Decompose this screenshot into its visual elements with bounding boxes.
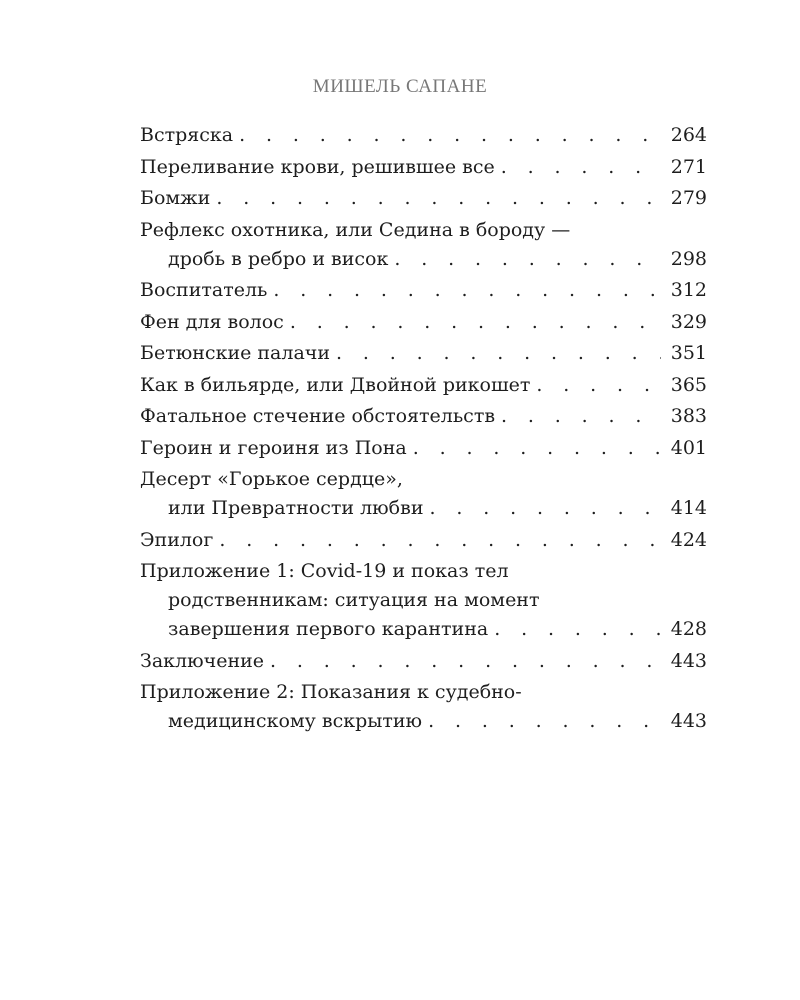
toc-entry-line bbox=[140, 434, 707, 463]
dot-leader bbox=[423, 494, 661, 523]
dot-leader bbox=[267, 276, 661, 305]
toc-entry-line bbox=[140, 153, 707, 182]
toc-entry-title: дробь в ребро и висок bbox=[168, 247, 389, 270]
toc-entry-title: Эпилог bbox=[140, 528, 214, 551]
dot-leader bbox=[407, 434, 661, 463]
dot-leader bbox=[233, 121, 661, 150]
toc-entry-line bbox=[140, 276, 707, 305]
toc-page-number: 401 bbox=[661, 434, 707, 463]
toc-entry bbox=[140, 216, 707, 274]
dot-leader bbox=[264, 647, 661, 676]
table-of-contents bbox=[140, 121, 707, 739]
toc-entry bbox=[140, 339, 707, 368]
toc-page-number: 443 bbox=[661, 647, 707, 676]
toc-entry bbox=[140, 526, 707, 555]
dot-leader bbox=[330, 339, 661, 368]
toc-entry-title: Заключение bbox=[140, 649, 265, 672]
toc-entry-title-line: Десерт «Горькое сердце», bbox=[140, 468, 403, 490]
toc-page-number: 312 bbox=[661, 276, 707, 305]
toc-entry-title-line: Приложение 2: Показания к судебно- bbox=[140, 681, 522, 703]
toc-entry-title-line: Приложение 1: Covid-19 и показ тел bbox=[140, 560, 509, 582]
toc-entry bbox=[140, 434, 707, 463]
toc-entry bbox=[140, 308, 707, 337]
toc-entry-line bbox=[140, 308, 707, 337]
toc-entry-title-line: родственникам: ситуация на момент bbox=[168, 589, 540, 611]
toc-page-number: 414 bbox=[661, 494, 707, 523]
toc-entry-line bbox=[140, 184, 707, 213]
toc-entry-title: Героин и героиня из Пона bbox=[140, 436, 407, 459]
toc-page-number: 424 bbox=[661, 526, 707, 555]
dot-leader bbox=[530, 371, 661, 400]
toc-entry-line bbox=[140, 245, 707, 274]
toc-entry-title: Фен для волос bbox=[140, 310, 284, 333]
toc-entry bbox=[140, 465, 707, 523]
toc-entry-line bbox=[140, 371, 707, 400]
dot-leader bbox=[210, 184, 661, 213]
toc-entry bbox=[140, 678, 707, 736]
toc-entry-line bbox=[140, 647, 707, 676]
toc-entry-title: завершения первого карантина bbox=[168, 618, 489, 640]
toc-page-number: 264 bbox=[661, 121, 707, 150]
toc-page-number: 443 bbox=[661, 707, 707, 736]
toc-entry bbox=[140, 647, 707, 676]
toc-entry-line bbox=[140, 526, 707, 555]
dot-leader bbox=[388, 245, 661, 274]
toc-entry bbox=[140, 402, 707, 431]
toc-entry-title: Переливание крови, решившее все bbox=[140, 155, 495, 178]
toc-entry-title: Бомжи bbox=[140, 187, 211, 209]
toc-entry-title: медицинскому вскрытию bbox=[168, 710, 423, 732]
toc-entry bbox=[140, 276, 707, 305]
running-head: МИШЕЛЬ САПАНЕ bbox=[312, 76, 488, 97]
toc-page-number: 383 bbox=[661, 402, 707, 431]
toc-page-number: 298 bbox=[661, 245, 707, 274]
toc-entry bbox=[140, 153, 707, 182]
dot-leader bbox=[213, 526, 661, 555]
toc-entry bbox=[140, 371, 707, 400]
dot-leader bbox=[495, 402, 661, 431]
toc-entry-title-line: Рефлекс охотника, или Седина в бороду — bbox=[140, 218, 571, 241]
toc-page-number: 365 bbox=[661, 371, 707, 400]
toc-entry-line bbox=[140, 402, 707, 431]
dot-leader bbox=[422, 707, 661, 736]
toc-page-number: 279 bbox=[661, 184, 707, 213]
toc-page-number: 428 bbox=[661, 615, 707, 644]
toc-entry-title: Встряска bbox=[140, 124, 234, 146]
toc-entry-line bbox=[140, 707, 707, 736]
toc-entry-title: Как в бильярде, или Двойной рикошет bbox=[140, 373, 531, 396]
toc-entry-line bbox=[140, 494, 707, 523]
dot-leader bbox=[284, 308, 661, 337]
toc-page-number: 351 bbox=[661, 339, 707, 368]
toc-entry-line bbox=[140, 339, 707, 368]
toc-entry bbox=[140, 184, 707, 213]
toc-entry-title: Фатальное стечение обстоятельств bbox=[140, 405, 496, 427]
dot-leader bbox=[488, 615, 661, 644]
toc-page-number: 329 bbox=[661, 308, 707, 337]
toc-entry-title: или Превратности любви bbox=[168, 497, 424, 519]
toc-page-number: 271 bbox=[661, 153, 707, 182]
toc-entry-title: Воспитатель bbox=[140, 279, 268, 301]
dot-leader bbox=[495, 153, 661, 182]
toc-entry bbox=[140, 557, 707, 644]
toc-entry bbox=[140, 121, 707, 150]
toc-entry-line bbox=[140, 615, 707, 644]
toc-entry-line bbox=[140, 121, 707, 150]
toc-entry-title: Бетюнские палачи bbox=[140, 342, 330, 364]
